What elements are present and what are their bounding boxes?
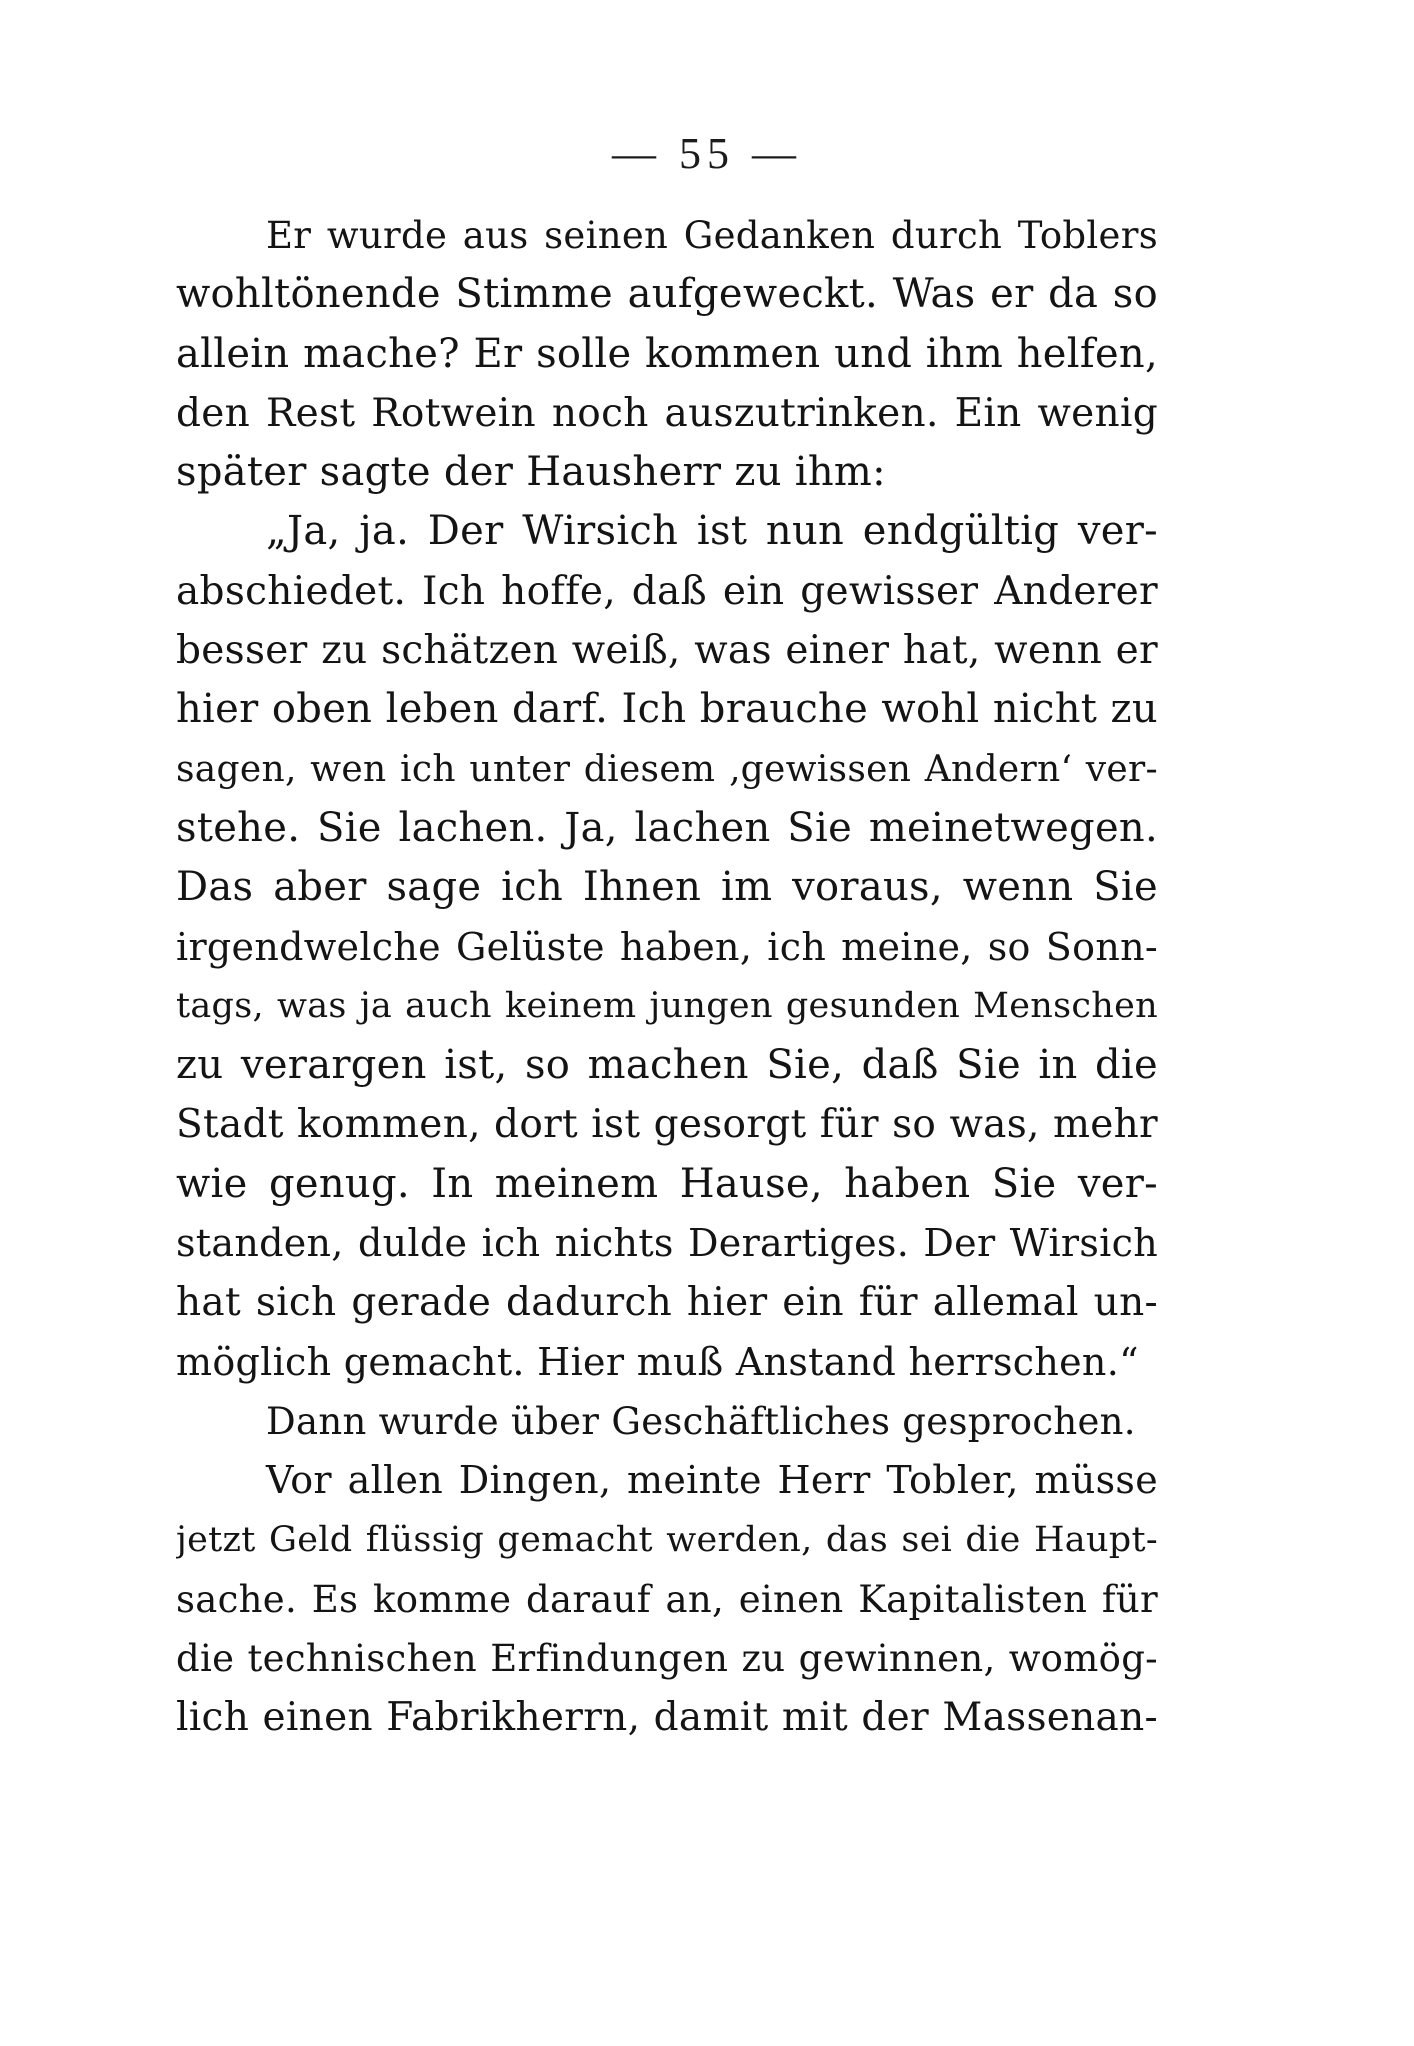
text-line: irgendwelche Gelüste haben, ich meine, so Sonn- — [176, 924, 1158, 969]
text-line: „Ja, ja. Der Wirsich ist nun endgültig ver- — [266, 508, 1158, 555]
text-line: die technischen Erfindungen zu gewinnen, womög- — [176, 1637, 1158, 1681]
text-line: Er wurde aus seinen Gedanken durch Toblers — [266, 214, 1158, 257]
text-line: tags, was ja auch keinem jungen gesunden Menschen — [176, 985, 1158, 1026]
text-line: lich einen Fabrikherrn, damit mit der Massenan- — [176, 1695, 1158, 1741]
text-line: wohltönende Stimme aufgeweckt. Was er da so — [176, 271, 1158, 318]
text-line: den Rest Rotwein noch auszutrinken. Ein wenig — [176, 390, 1158, 436]
text-line: standen, dulde ich nichts Derartiges. Der Wirsich — [176, 1221, 1158, 1266]
text-line: abschiedet. Ich hoffe, daß ein gewisser Anderer — [176, 568, 1158, 614]
text-line: jetzt Geld flüssig gemacht werden, das sei die Haupt- — [176, 1519, 1158, 1560]
text-line: allein mache? Er solle kommen und ihm helfen, — [176, 330, 1158, 377]
page-number: — 55 — — [612, 129, 802, 178]
text-line: Vor allen Dingen, meinte Herr Tobler, müsse — [266, 1458, 1158, 1503]
text-line: möglich gemacht. Hier muß Anstand herrschen.“ — [176, 1339, 1139, 1384]
text-line: Stadt kommen, dort ist gesorgt für so was, mehr — [176, 1102, 1158, 1148]
text-line: hier oben leben darf. Ich brauche wohl nicht zu — [176, 686, 1158, 733]
text-line: stehe. Sie lachen. Ja, lachen Sie meinetwegen. — [176, 804, 1158, 851]
text-line: wie genug. In meinem Hause, haben Sie ver- — [176, 1160, 1158, 1207]
text-line: Dann wurde über Geschäftliches gesprochen. — [266, 1399, 1136, 1443]
text-line: zu verargen ist, so machen Sie, daß Sie in die — [176, 1042, 1158, 1089]
text-line: sache. Es komme darauf an, einen Kapitalisten für — [176, 1577, 1158, 1621]
body-text — [176, 206, 1158, 1748]
text-line: sagen, wen ich unter diesem ‚gewissen Andern‘ ver- — [176, 748, 1158, 790]
text-line: Das aber sage ich Ihnen im voraus, wenn Sie — [176, 864, 1158, 911]
text-line: hat sich gerade dadurch hier ein für allemal un- — [176, 1280, 1158, 1326]
text-line: später sagte der Hausherr zu ihm: — [176, 449, 886, 496]
text-line: besser zu schätzen weiß, was einer hat, wenn er — [176, 628, 1158, 674]
